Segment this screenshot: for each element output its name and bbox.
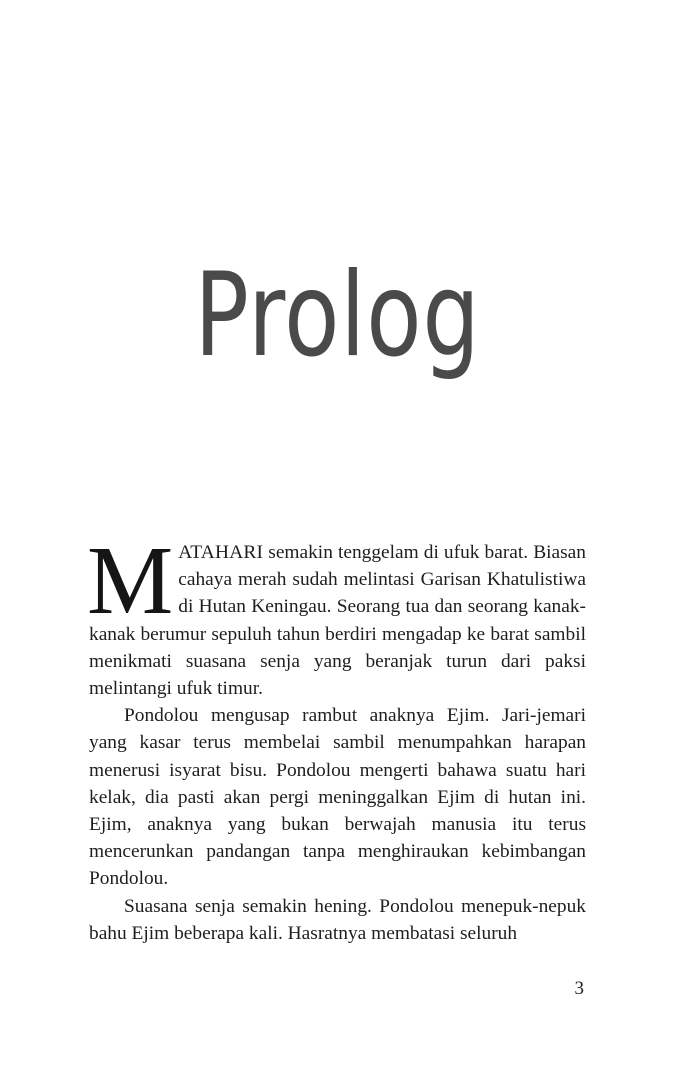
paragraph-2: Pondolou mengusap rambut anaknya Ejim. Jari-jemari yang kasar terus membelai sambil menumpahkan harapan menerusi isyarat bisu. Pondolou mengerti bahawa suatu hari kelak, dia pasti akan pergi meninggalkan Ejim di hutan ini. Ejim, anaknya yang bukan berwajah manusia itu terus mencerunkan pandangan tanpa menghiraukan kebimbangan Pondolou. (89, 705, 586, 890)
paragraph-3: Suasana senja semakin hening. Pondolou menepuk-nepuk bahu Ejim beberapa kali. Hasratnya membatasi seluruh (89, 895, 586, 944)
page-number: 3 (574, 978, 584, 999)
drop-cap: M (87, 527, 174, 634)
paragraph-1 (87, 527, 586, 702)
chapter-title: Prolog (194, 248, 481, 383)
paragraph-1-text: semakin tenggelam di ufuk barat. Biasan cahaya merah sudah melintasi Garisan Khatulistiwa di Hutan Keningau. Seorang tua dan seorang kanak-kanak berumur sepuluh tahun berdiri mengadap ke barat sambil menikmati suasana senja yang beranjak turun dari paksi melintangi ufuk timur. (89, 542, 586, 700)
body-text (87, 527, 586, 947)
run-in-caps: ATAHARI (178, 542, 264, 563)
